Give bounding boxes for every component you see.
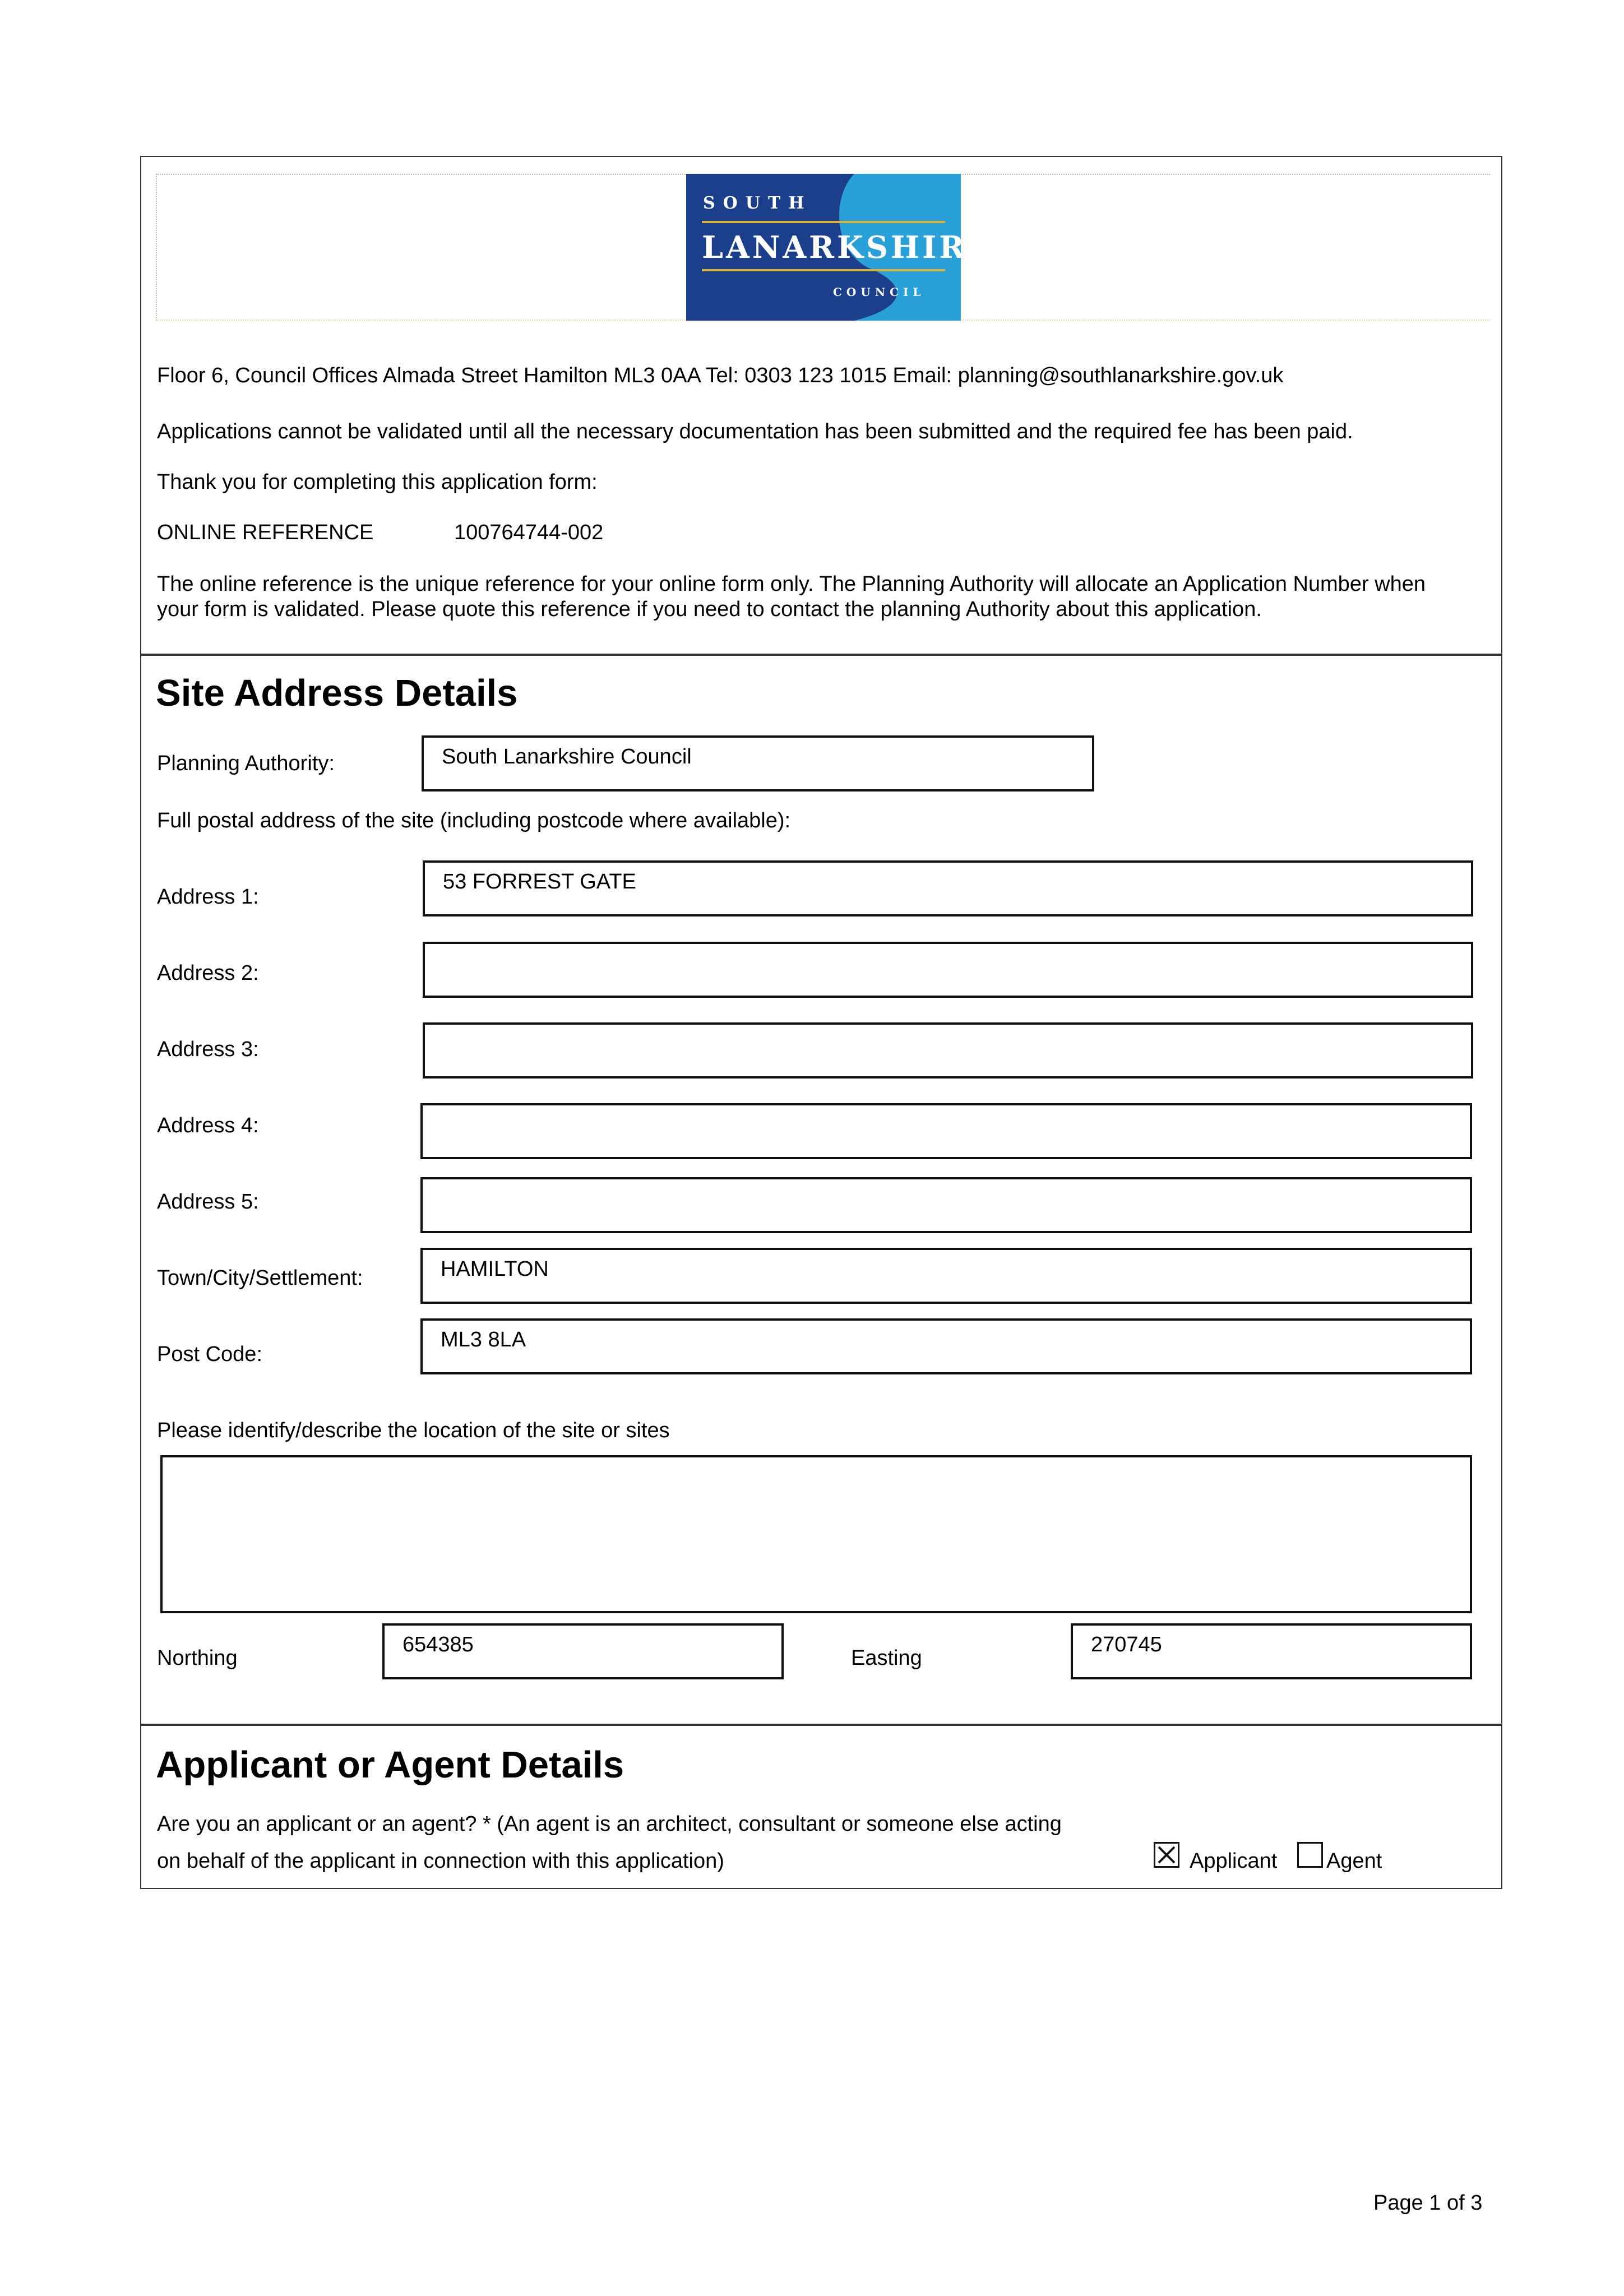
town-field[interactable]: HAMILTON [420,1248,1472,1304]
address4-label: Address 4: [157,1114,259,1137]
postcode-label: Post Code: [157,1343,262,1366]
applicant-title: Applicant or Agent Details [156,1744,624,1786]
address1-label: Address 1: [157,885,259,909]
page-number: Page 1 of 3 [1373,2191,1483,2215]
planning-authority-label: Planning Authority: [157,752,335,775]
address3-label: Address 3: [157,1038,259,1061]
validation-note: Applications cannot be validated until all the necessary documentation has been submitted and the required fee has been paid. [157,420,1353,443]
address2-label: Address 2: [157,961,259,985]
applicant-checkbox[interactable] [1154,1842,1179,1868]
address1-field[interactable]: 53 FORREST GATE [423,860,1473,916]
council-logo-graphic [686,174,993,321]
online-reference-label: ONLINE REFERENCE [157,521,374,544]
northing-field[interactable]: 654385 [382,1623,784,1679]
check-x-icon [1155,1844,1178,1866]
agent-checkbox[interactable] [1297,1842,1323,1868]
postcode-field[interactable]: ML3 8LA [420,1318,1472,1374]
applicant-option-label: Applicant [1190,1849,1278,1873]
council-logo [686,174,993,321]
address5-field[interactable] [420,1177,1472,1233]
address5-label: Address 5: [157,1190,259,1214]
easting-label: Easting [851,1646,922,1670]
agent-option-label: Agent [1326,1849,1382,1873]
applicant-question-line2: on behalf of the applicant in connection with this application) [157,1849,724,1873]
address3-field[interactable] [423,1022,1473,1078]
postal-address-intro: Full postal address of the site (including postcode where available): [157,809,791,832]
reference-note-line1: The online reference is the unique reference for your online form only. The Planning Authority will allocate an Application Number when [157,572,1426,596]
applicant-question-line1: Are you an applicant or an agent? * (An agent is an architect, consultant or someone else acting [157,1812,1062,1836]
online-reference-value: 100764744-002 [454,521,604,544]
reference-note-line2: your form is validated. Please quote this reference if you need to contact the planning Authority about this application. [157,598,1262,621]
town-label: Town/City/Settlement: [157,1266,363,1290]
site-address-title: Site Address Details [156,672,518,714]
section-divider [140,654,1502,656]
address4-field[interactable] [420,1103,1472,1159]
logo-line1: SOUTH [703,193,812,213]
logo-line3: COUNCIL [833,285,926,299]
address2-field[interactable] [423,942,1473,998]
section-divider [140,1724,1502,1726]
location-textarea[interactable] [160,1455,1472,1613]
contact-line: Floor 6, Council Offices Almada Street Hamilton ML3 0AA Tel: 0303 123 1015 Email: planning@southlanarkshire.gov.uk [157,364,1284,387]
location-label: Please identify/describe the location of the site or sites [157,1419,670,1442]
planning-authority-field[interactable]: South Lanarkshire Council [422,735,1094,791]
northing-label: Northing [157,1646,238,1670]
logo-line2: LANARKSHIRE [702,229,993,265]
thanks-line: Thank you for completing this application form: [157,470,598,494]
easting-field[interactable]: 270745 [1071,1623,1472,1679]
